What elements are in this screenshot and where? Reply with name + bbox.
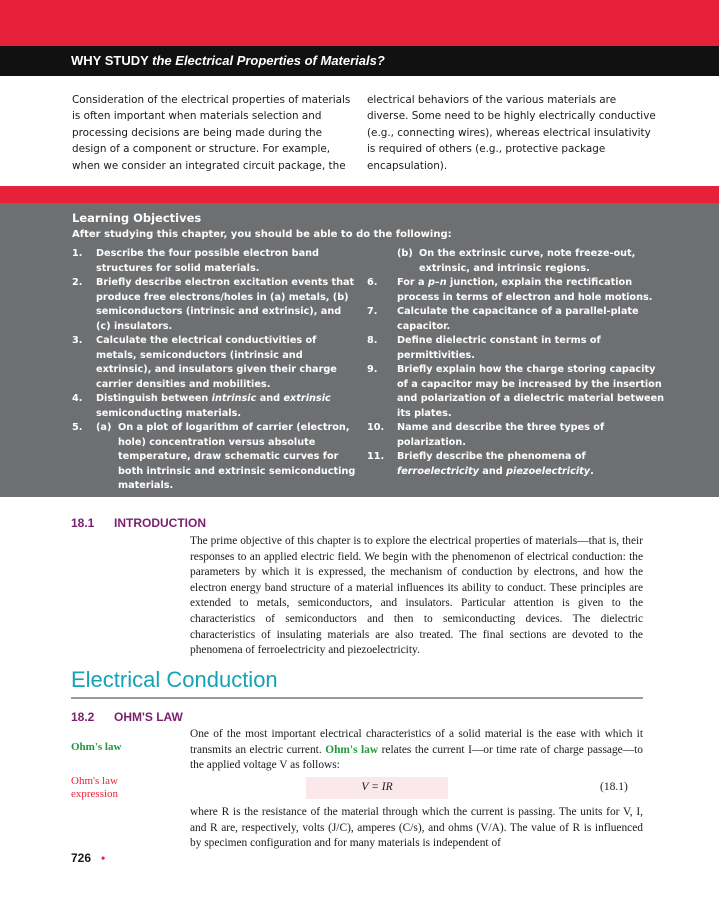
objective-item <box>72 421 357 494</box>
objective-subitem <box>96 421 357 494</box>
objectives-column-right <box>367 247 667 479</box>
objective-item <box>367 247 667 276</box>
objective-term: extrinsic <box>283 393 331 404</box>
section-title-intro: INTRODUCTION <box>114 516 206 530</box>
section-number-ohm: 18.2 <box>71 710 95 724</box>
equation-number: (18.1) <box>600 781 628 793</box>
margin-term-ohms-law-expression: Ohm's law expression <box>71 775 119 800</box>
objective-text-pre: Briefly describe the phenomena of <box>397 451 586 462</box>
objective-item <box>367 276 667 305</box>
objective-subitem <box>397 247 667 276</box>
objective-number: 6. <box>367 277 378 288</box>
objective-number: 7. <box>367 306 378 317</box>
section-number-intro: 18.1 <box>71 516 95 530</box>
objective-number: 9. <box>367 364 378 375</box>
objective-text-post: junction, explain the rectification process in terms of electron and hole motions. <box>397 277 653 303</box>
learning-objectives-intro: After studying this chapter, you should be able to do the following: <box>72 229 452 240</box>
objective-text: Calculate the capacitance of a parallel-plate capacitor. <box>397 306 639 332</box>
objective-text-post: . <box>590 465 594 477</box>
why-study-italic: the Electrical Properties of Materials? <box>152 53 385 68</box>
objectives-column-left <box>72 247 357 494</box>
objective-text: Name and describe the three types of polarization. <box>397 422 605 448</box>
objective-subitem-text: On a plot of logarithm of carrier (electron, hole) concentration versus absolute temperature, draw schematic curves for both intrinsic and extrinsic semiconducting materials. <box>118 422 356 491</box>
objective-item <box>72 392 357 421</box>
objective-text-pre: For a <box>397 277 428 288</box>
objective-term: piezoelectricity <box>506 465 591 477</box>
objective-number: 5. <box>72 422 83 433</box>
objective-text: Define dielectric constant in terms of permittivities. <box>397 335 601 361</box>
objective-text-mid: and <box>478 465 507 477</box>
objective-number: 11. <box>367 451 385 462</box>
objective-item <box>367 363 667 421</box>
objective-number: 3. <box>72 335 83 346</box>
why-study-paragraph-right: electrical behaviors of the various materials are diverse. Some need to be highly electrically conductive (e.g., connecting wires), whereas electrical insulativity is required of others (e.g., protective package encapsulation). <box>367 94 656 172</box>
objective-text-post: semiconducting materials. <box>96 407 242 419</box>
objective-subitem-text: On the extrinsic curve, note freeze-out, extrinsic, and intrinsic regions. <box>419 248 636 274</box>
objective-text: Calculate the electrical conductivities of metals, semiconductors (intrinsic and extrinsic), and insulators given their charge carrier densities and mobilities. <box>96 335 337 390</box>
objective-text: Describe the four possible electron band structures for solid materials. <box>96 248 319 274</box>
page-number-bullet: • <box>101 851 106 865</box>
objective-text: Briefly describe electron excitation events that produce free electrons/holes in (a) metals, (b) semiconductors (intrinsic and extrinsic), and (c) insulators. <box>96 277 355 332</box>
objective-item <box>72 334 357 392</box>
objective-item <box>72 276 357 334</box>
objective-item <box>72 247 357 276</box>
objectives-red-strip <box>0 186 719 203</box>
objective-term: p–n <box>427 277 447 288</box>
objective-text-pre: Distinguish between <box>96 393 212 404</box>
objective-number: 8. <box>367 335 378 346</box>
ohm-paragraph-2: where R is the resistance of the material through which the current is passing. The units for V, I, and R are, respectively, volts (J/C), amperes (C/s), and ohms (V/A). The value of R is influenced by specimen configuration and for many materials is independent of <box>190 806 643 850</box>
chapter-heading: Electrical Conduction <box>71 667 278 692</box>
objective-number: 1. <box>72 248 83 259</box>
objective-item <box>367 305 667 334</box>
objective-number: 4. <box>72 393 83 404</box>
intro-paragraph: The prime objective of this chapter is to explore the electrical properties of materials—that is, their responses to an applied electric field. We begin with the phenomenon of electrical conduction: the parameters by which it is expressed, the mechanism of conduction by electrons, and how the electron energy band structure of a material influences its ability to conduct. These principles are extended to metals, semiconductors, and insulators. Particular attention is given to the characteristics of semiconductors and then to semiconducting devices. The dielectric characteristics of insulating materials are also treated. The final sections are devoted to the phenomena of ferroelectricity and piezoelectricity. <box>190 535 643 657</box>
why-study-paragraph-left: Consideration of the electrical properties of materials is often important when materials selection and processing decisions are being made during the design of a component or structure. For example, when we consider an integrated circuit package, the <box>72 94 351 172</box>
objective-term: ferroelectricity <box>397 465 479 477</box>
learning-objectives-box <box>0 203 719 497</box>
objective-subitem-label: (a) <box>96 422 112 433</box>
objective-term: intrinsic <box>211 393 257 404</box>
objective-item <box>367 421 667 450</box>
objective-item <box>367 334 667 363</box>
why-study-lead: WHY STUDY <box>71 53 149 68</box>
margin-term-ohms-law: Ohm's law <box>71 741 122 753</box>
objective-subitem-label: (b) <box>397 248 413 259</box>
objective-number: 10. <box>367 422 385 433</box>
objective-text: Briefly explain how the charge storing capacity of a capacitor may be increased by the insertion and polarization of a dielectric material between its plates. <box>397 364 665 419</box>
page-number: 726 <box>71 851 92 865</box>
ohm-paragraph-1 <box>190 727 643 774</box>
section-title-ohm: OHM'S LAW <box>114 710 183 724</box>
objective-text-mid: and <box>256 393 284 404</box>
top-red-band <box>0 0 719 46</box>
objective-number: 2. <box>72 277 83 288</box>
equation-ohms-law: V = IR <box>361 781 393 793</box>
ohm-paragraph-1-a: One of the most important electrical characteristics of a solid material is the ease with which it transmits an electric current. <box>190 728 643 756</box>
ohm-law-term: Ohm's law <box>325 743 379 756</box>
why-study-banner <box>0 46 719 76</box>
ohm-paragraph-1-b: relates the current I—or time rate of charge passage—to the applied voltage V as follows: <box>190 743 643 772</box>
objective-item <box>367 450 667 479</box>
heading-rule <box>71 697 643 699</box>
learning-objectives-heading: Learning Objectives <box>72 211 202 225</box>
